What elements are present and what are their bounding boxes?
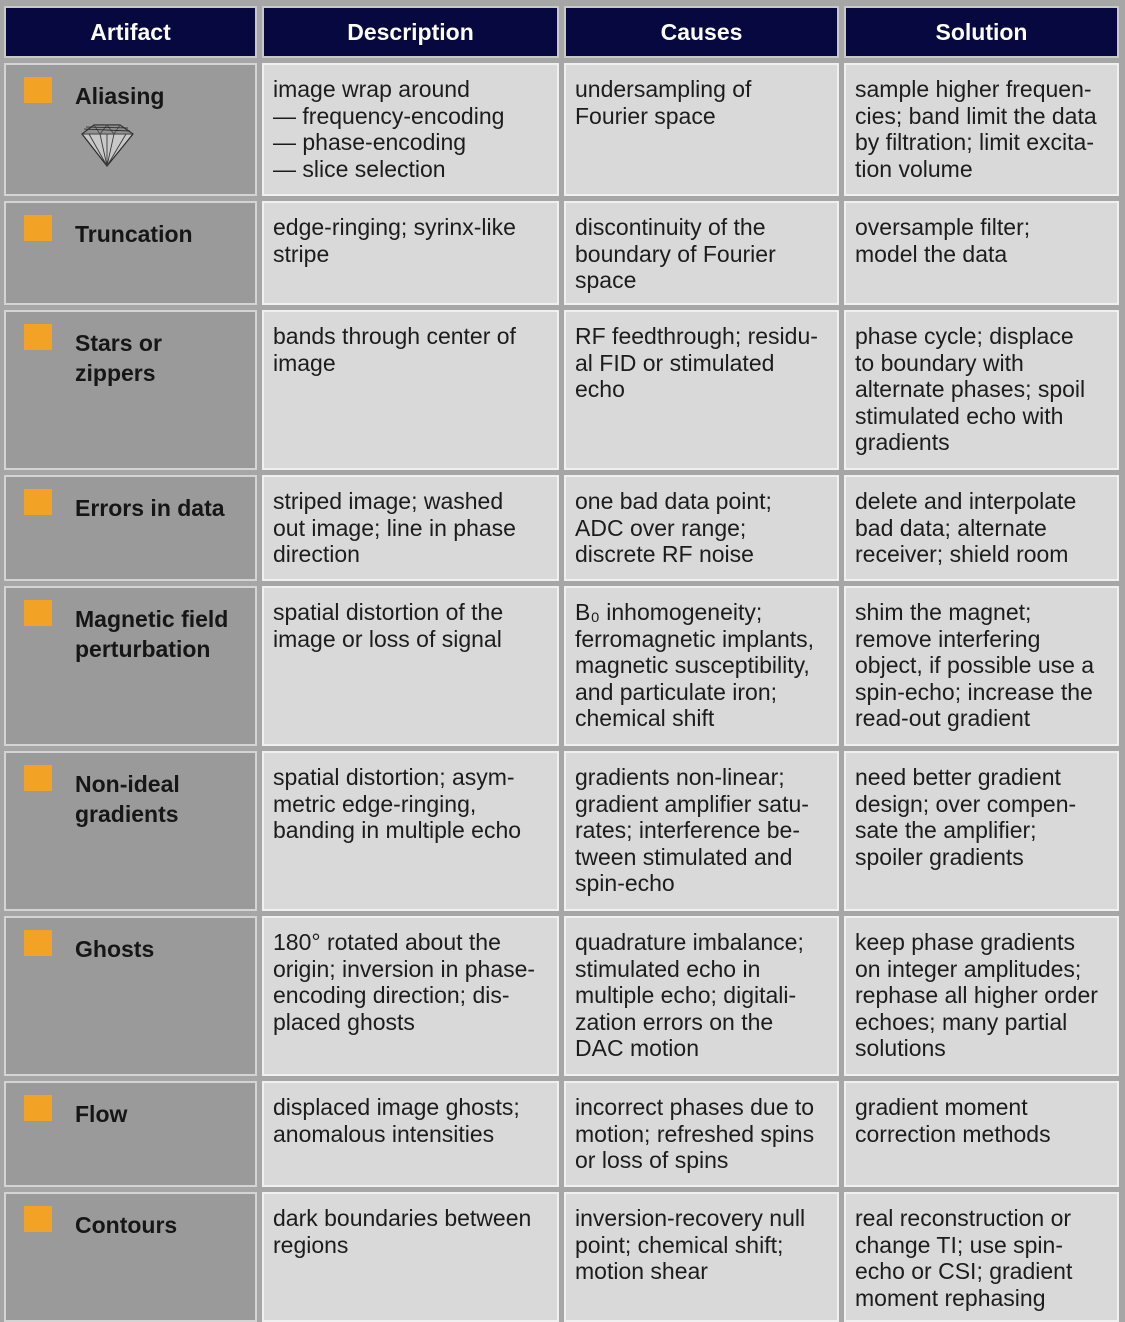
- artifact-name: Contours: [75, 1212, 178, 1238]
- artifact-name: Flow: [75, 1101, 128, 1127]
- artifact-cell-magnetic-field-perturbation: [4, 586, 257, 746]
- causes-cell: quadrature imbalance; stimulated echo in multiple echo; digitali- zation errors on the DAC motion: [564, 916, 839, 1076]
- description-cell: bands through center of image: [262, 310, 559, 470]
- artifact-name: Errors in data: [75, 495, 225, 521]
- solution-cell: delete and interpolate bad data; alternate receiver; shield room: [844, 475, 1119, 581]
- causes-cell: undersampling of Fourier space: [564, 63, 839, 196]
- solution-cell: keep phase gradients on integer amplitudes; rephase all higher order echoes; many partial solutions: [844, 916, 1119, 1076]
- solution-cell: oversample filter; model the data: [844, 201, 1119, 305]
- solution-cell: sample higher frequen- cies; band limit the data by filtration; limit excita- tion volume: [844, 63, 1119, 196]
- marker-square: [24, 600, 52, 626]
- causes-cell: RF feedthrough; residu- al FID or stimulated echo: [564, 310, 839, 470]
- artifact-name: Truncation: [75, 221, 193, 247]
- artifact-cell-stars-or-zippers: [4, 310, 257, 470]
- marker-square: [24, 77, 52, 103]
- artifact-name: Ghosts: [75, 936, 155, 962]
- causes-cell: inversion-recovery null point; chemical shift; motion shear: [564, 1192, 839, 1322]
- header-description: Description: [262, 6, 559, 58]
- header-artifact: Artifact: [4, 6, 257, 58]
- causes-cell: gradients non-linear; gradient amplifier satu- rates; interference be- tween stimulated and spin-echo: [564, 751, 839, 911]
- description-cell: 180° rotated about the origin; inversion in phase- encoding direction; dis- placed ghosts: [262, 916, 559, 1076]
- header-solution: Solution: [844, 6, 1119, 58]
- solution-cell: phase cycle; displace to boundary with alternate phases; spoil stimulated echo with gradients: [844, 310, 1119, 470]
- wireframe-diamond-icon: [76, 120, 138, 168]
- marker-square: [24, 489, 52, 515]
- artifact-cell-contours: [4, 1192, 257, 1322]
- description-cell: striped image; washed out image; line in phase direction: [262, 475, 559, 581]
- causes-cell: discontinuity of the boundary of Fourier space: [564, 201, 839, 305]
- marker-square: [24, 930, 52, 956]
- artifact-cell-ghosts: [4, 916, 257, 1076]
- artifact-name: Magnetic field perturbation: [75, 606, 229, 662]
- marker-square: [24, 324, 52, 350]
- solution-cell: need better gradient design; over compen- sate the amplifier; spoiler gradients: [844, 751, 1119, 911]
- solution-cell: real reconstruction or change TI; use spin- echo or CSI; gradient moment rephasing: [844, 1192, 1119, 1322]
- marker-square: [24, 215, 52, 241]
- artifact-cell-truncation: [4, 201, 257, 305]
- artifact-cell-aliasing: [4, 63, 257, 196]
- solution-cell: gradient moment correction methods: [844, 1081, 1119, 1187]
- artifact-cell-non-ideal-gradients: [4, 751, 257, 911]
- description-cell: spatial distortion of the image or loss of signal: [262, 586, 559, 746]
- artifact-table: [4, 6, 1120, 1311]
- description-cell: image wrap around — frequency-encoding — phase-encoding — slice selection: [262, 63, 559, 196]
- header-causes: Causes: [564, 6, 839, 58]
- marker-square: [24, 765, 52, 791]
- artifact-cell-errors-in-data: [4, 475, 257, 581]
- marker-square: [24, 1095, 52, 1121]
- artifact-cell-flow: [4, 1081, 257, 1187]
- description-cell: dark boundaries between regions: [262, 1192, 559, 1322]
- artifact-name: Aliasing: [75, 83, 165, 109]
- marker-square: [24, 1206, 52, 1232]
- causes-cell: incorrect phases due to motion; refreshed spins or loss of spins: [564, 1081, 839, 1187]
- artifact-name: Non-ideal gradients: [75, 771, 180, 827]
- description-cell: displaced image ghosts; anomalous intensities: [262, 1081, 559, 1187]
- artifact-name: Stars or zippers: [75, 330, 162, 386]
- description-cell: edge-ringing; syrinx-like stripe: [262, 201, 559, 305]
- solution-cell: shim the magnet; remove interfering object, if possible use a spin-echo; increase the read-out gradient: [844, 586, 1119, 746]
- causes-cell: B₀ inhomogeneity; ferromagnetic implants, magnetic susceptibility, and particulate iron; chemical shift: [564, 586, 839, 746]
- description-cell: spatial distortion; asym- metric edge-ringing, banding in multiple echo: [262, 751, 559, 911]
- causes-cell: one bad data point; ADC over range; discrete RF noise: [564, 475, 839, 581]
